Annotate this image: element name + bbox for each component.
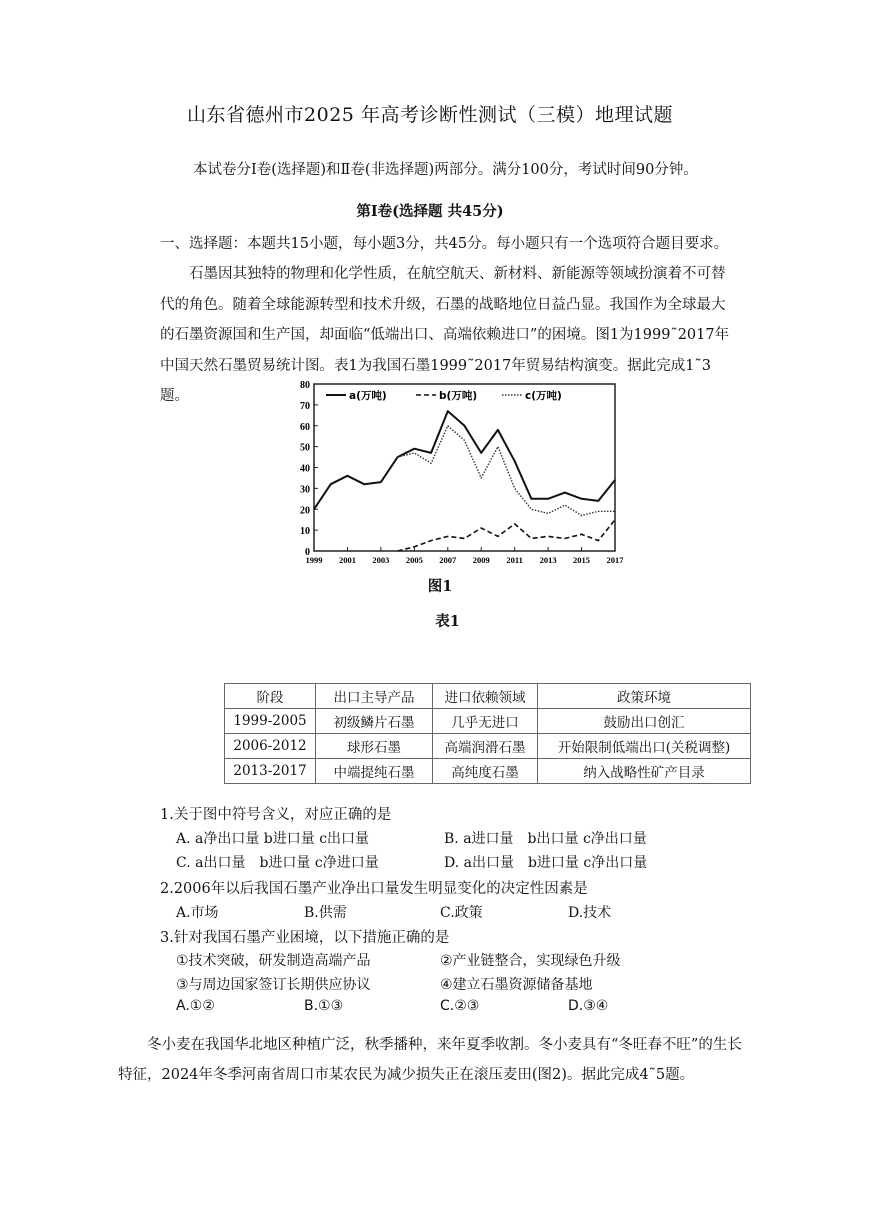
q1-option-a[interactable]: A. a净出口量 b进口量 c出口量 xyxy=(176,831,370,847)
y-tick-label: 70 xyxy=(300,400,310,412)
passage-graphite: 石墨因其独特的物理和化学性质，在航空航天、新材料、新能源等领域扮演着不可替代的角色。随着全球能源转型和技术升级，石墨的战略地位日益凸显。我国作为全球最大的石墨资源国和生产国，却面临“低端出口、高端依赖进口”的困境。图1为1999˜2017年中国天然石墨贸易统计图。表1为我国石墨1999˜2017年贸易结构演变。据此完成1˜3题。 xyxy=(160,266,730,404)
q3-option-c[interactable]: C.②③ xyxy=(440,998,480,1014)
figure-label: 图1 xyxy=(427,578,453,595)
legend-label: c(万吨) xyxy=(525,390,562,402)
table-header: 政策环境 xyxy=(538,684,751,709)
q2-option-a[interactable]: A.市场 xyxy=(176,905,219,921)
q3-option-b[interactable]: B.①③ xyxy=(304,998,344,1014)
q3-option-a[interactable]: A.①② xyxy=(176,998,215,1014)
table-cell: 几乎无进口 xyxy=(433,709,538,734)
legend-label: a(万吨) xyxy=(349,390,387,402)
document-title: 山东省德州市2025 年高考诊断性测试（三模）地理试题 xyxy=(187,104,673,126)
x-tick-label: 2011 xyxy=(506,555,523,565)
table-cell: 纳入战略性矿产目录 xyxy=(538,759,751,784)
y-tick-label: 60 xyxy=(300,421,310,433)
q1-option-b[interactable]: B. a进口量 b出口量 c净出口量 xyxy=(444,831,647,847)
question-3-stem: 3.针对我国石墨产业困境，以下措施正确的是 xyxy=(160,930,450,946)
y-tick-label: 50 xyxy=(300,442,310,454)
table-cell: 中端提纯石墨 xyxy=(316,759,433,784)
x-tick-label: 2013 xyxy=(539,555,557,565)
q2-option-b[interactable]: B.供需 xyxy=(304,905,347,921)
series-line-a xyxy=(314,411,615,509)
section-heading: 第Ⅰ卷(选择题 共45分) xyxy=(356,203,504,220)
x-tick-label: 2003 xyxy=(372,555,390,565)
x-tick-label: 2005 xyxy=(405,555,423,565)
question-2-stem: 2.2006年以后我国石墨产业净出口量发生明显变化的决定性因素是 xyxy=(160,881,588,897)
table-row xyxy=(225,734,751,759)
section-instruction: 一、选择题：本题共15小题，每小题3分，共45分。每小题只有一个选项符合题目要求。 xyxy=(160,236,729,252)
table-cell: 2013-2017 xyxy=(225,759,316,784)
q3-statement-2: ②产业链整合，实现绿色升级 xyxy=(440,953,621,969)
y-tick-label: 0 xyxy=(305,547,310,558)
table-cell: 1999-2005 xyxy=(225,709,316,734)
table-header: 出口主导产品 xyxy=(316,684,433,709)
q3-statement-3: ③与周边国家签订长期供应协议 xyxy=(176,977,371,993)
table-cell: 高纯度石墨 xyxy=(433,759,538,784)
q3-option-d[interactable]: D.③④ xyxy=(568,998,609,1014)
series-line-c xyxy=(398,426,615,516)
table-row xyxy=(225,709,751,734)
legend-label: b(万吨) xyxy=(439,390,478,402)
q2-option-c[interactable]: C.政策 xyxy=(440,905,483,921)
table-cell: 初级鳞片石墨 xyxy=(316,709,433,734)
y-tick-label: 80 xyxy=(300,380,310,391)
x-tick-label: 2009 xyxy=(472,555,490,565)
table-row xyxy=(225,759,751,784)
x-tick-label: 1999 xyxy=(305,555,323,565)
question-1-stem: 1.关于图中符号含义，对应正确的是 xyxy=(160,807,392,823)
series-line-b xyxy=(398,520,615,551)
exam-intro: 本试卷分Ⅰ卷(选择题)和Ⅱ卷(非选择题)两部分。满分100分，考试时间90分钟。 xyxy=(193,162,698,178)
table-cell: 高端润滑石墨 xyxy=(433,734,538,759)
table-cell: 球形石墨 xyxy=(316,734,433,759)
y-tick-label: 20 xyxy=(300,505,310,517)
q1-option-d[interactable]: D. a出口量 b进口量 c净出口量 xyxy=(444,855,648,871)
trade-structure-table xyxy=(224,683,751,784)
table-header: 阶段 xyxy=(225,684,316,709)
q2-option-d[interactable]: D.技术 xyxy=(568,905,612,921)
q1-option-c[interactable]: C. a出口量 b进口量 c净进口量 xyxy=(176,855,379,871)
x-tick-label: 2001 xyxy=(338,555,356,565)
table-header: 进口依赖领域 xyxy=(433,684,538,709)
table-label: 表1 xyxy=(435,613,460,630)
table-header-row xyxy=(225,684,751,709)
y-tick-label: 40 xyxy=(300,463,310,475)
x-tick-label: 2007 xyxy=(439,555,457,565)
q3-statement-4: ④建立石墨资源储备基地 xyxy=(440,977,593,993)
y-tick-label: 10 xyxy=(300,526,310,538)
table-cell: 开始限制低端出口(关税调整) xyxy=(538,734,751,759)
table-cell: 2006-2012 xyxy=(225,734,316,759)
y-tick-label: 30 xyxy=(300,484,310,496)
plot-frame xyxy=(314,384,615,551)
passage-winter-wheat: 冬小麦在我国华北地区种植广泛，秋季播种，来年夏季收割。冬小麦具有“冬旺春不旺”的生长特征，2024年冬季河南省周口市某农民为减少损失正在滚压麦田(图2)。据此完成4˜5题。 xyxy=(118,1037,742,1083)
table-cell: 鼓励出口创汇 xyxy=(538,709,751,734)
q3-statement-1: ①技术突破，研发制造高端产品 xyxy=(176,953,371,969)
x-tick-label: 2015 xyxy=(573,555,591,565)
graphite-trade-chart xyxy=(290,376,624,572)
x-tick-label: 2017 xyxy=(606,555,624,565)
